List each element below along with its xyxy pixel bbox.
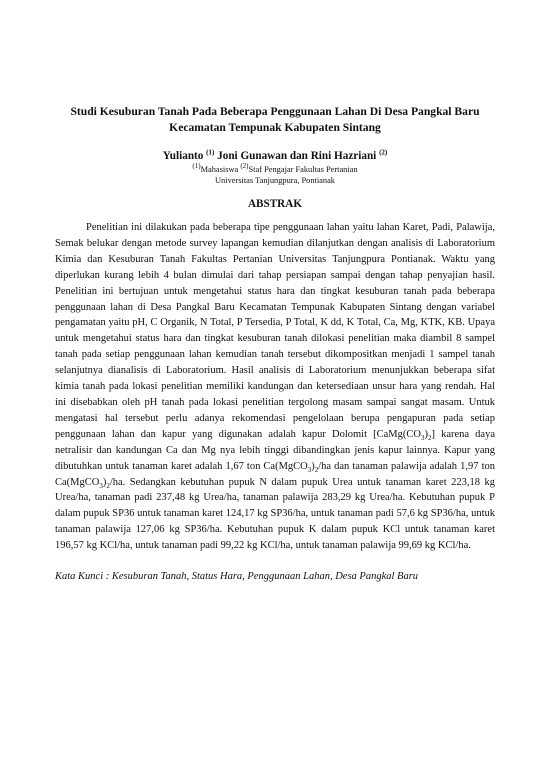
affiliation-marker-1: (1) — [192, 162, 201, 171]
affiliation-line-1 — [40, 162, 510, 176]
subscript-1: 3 — [420, 433, 425, 442]
author-2-names: Joni Gunawan dan Rini Hazriani — [217, 150, 377, 162]
abstract-body — [55, 220, 495, 554]
abstract-text-6: ) — [102, 476, 107, 488]
subscript-3: 3 — [307, 465, 312, 474]
subscript-5: 3 — [99, 481, 103, 490]
abstract-text-5: /ha dan tanaman palawija adalah 1,97 ton Ca(MgCO — [55, 460, 495, 488]
abstract-text-4: ) — [311, 460, 315, 472]
keywords: Kata Kunci : Kesuburan Tanah, Status Hara, Penggunaan Lahan, Desa Pangkal Baru — [55, 571, 419, 582]
abstract-heading: ABSTRAK — [247, 198, 303, 210]
title-line-1: Studi Kesuburan Tanah Pada Beberapa Penggunaan Lahan Di Desa Pangkal Baru — [70, 105, 480, 118]
affiliation-role-1: Mahasiswa — [200, 165, 239, 174]
author-1-name: Yulianto — [162, 150, 204, 162]
paper-title — [40, 104, 510, 135]
title-line-2: Kecamatan Tempunak Kabupaten Sintang — [169, 120, 381, 134]
author-list — [40, 149, 510, 163]
subscript-6: 2 — [106, 481, 110, 490]
author-2-marker: (2) — [379, 148, 388, 157]
affiliation-marker-2: (2) — [240, 162, 249, 171]
affiliation-line-2: Universitas Tanjungpura, Pontianak — [215, 175, 335, 185]
abstract-text-1: Penelitian ini dilakukan pada beberapa tipe penggunaan lahan yaitu lahan Karet, Padi, Palawija, Semak belukar dengan metode survey lapangan kemudian dilanjutkan dengan analisis di Laboratorium Kimia dan Kesuburan Tanah Fakultas Pertanian Universitas Tanjungpura Pontianak. Waktu yang diperlukan kurang lebih 4 bulan dimulai dari tahap persiapan sampai dengan tahap penyajian hasil. Penelitian ini bertujuan untuk mengetahui status hara dan tingkat kesuburan tanah pada beberapa penggunaan lahan di Desa Pangkal Baru Kecamatan Tempunak Kabupaten Sintang dengan variabel pengamatan yaitu pH, C Organik, N Total, P Tersedia, P Total, K dd, K Total, Ca, Mg, KTK, KB. Upaya untuk mengetahui status hara dan tingkat kesuburan tanah dilokasi penelitian maka diambil 8 sampel tanah pada setiap penggunaan lahan kemudian tanah tersebut dikompositkan menjadi 1 sampel tanah selanjutnya dianalisis di Laboratorium. Hasil analisis di Laboratorium menunjukkan beberapa sifat kimia tanah pada lokasi penelitian memiliki kandungan dan ketersediaan unsur hara yang rendah. Hal ini disebabkan oleh pH tanah pada lokasi penelitian tergolong masam sampai sangat masam. Untuk mengatasi hal tersebut perlu adanya rekomendasi pengelolaan berupa pengapuran pada setiap penggunaan lahan dan kapur yang digunakan adalah kapur Dolomit [CaMg(CO — [55, 222, 495, 440]
abstract-text-7: /ha. Sedangkan kebutuhan pupuk N dalam pupuk Urea untuk tanaman karet 223,18 kg Urea/ha, tanaman padi 237,48 kg Urea/ha, tanaman palawija 283,29 kg Urea/ha. Kebutuhan pupuk P dalam pupuk SP36 untuk tanaman karet 124,17 kg SP36/ha, untuk tanaman padi 57,6 kg SP36/ha, untuk tanaman palawija 127,06 kg SP36/ha. Kebutuhan pupuk K dalam pupuk KCl untuk tanaman karet 196,57 kg KCl/ha, untuk tanaman padi 99,22 kg KCl/ha, untuk tanaman palawija 99,69 kg KCl/ha. — [55, 476, 495, 552]
abstract-text-3: ] karena daya netralisir dan kandungan Ca dan Mg nya lebih tinggi dibandingkan jenis kapur lainnya. Kapur yang dibutuhkan untuk tanaman karet adalah 1,67 ton Ca(MgCO — [55, 428, 495, 472]
author-1-marker: (1) — [206, 148, 215, 157]
abstract-text-2: ) — [424, 428, 428, 440]
subscript-2: 2 — [427, 433, 432, 442]
subscript-4: 2 — [314, 465, 319, 474]
affiliation — [40, 162, 510, 186]
affiliation-role-2: Staf Pengajar Fakultas Pertanian — [248, 165, 358, 174]
